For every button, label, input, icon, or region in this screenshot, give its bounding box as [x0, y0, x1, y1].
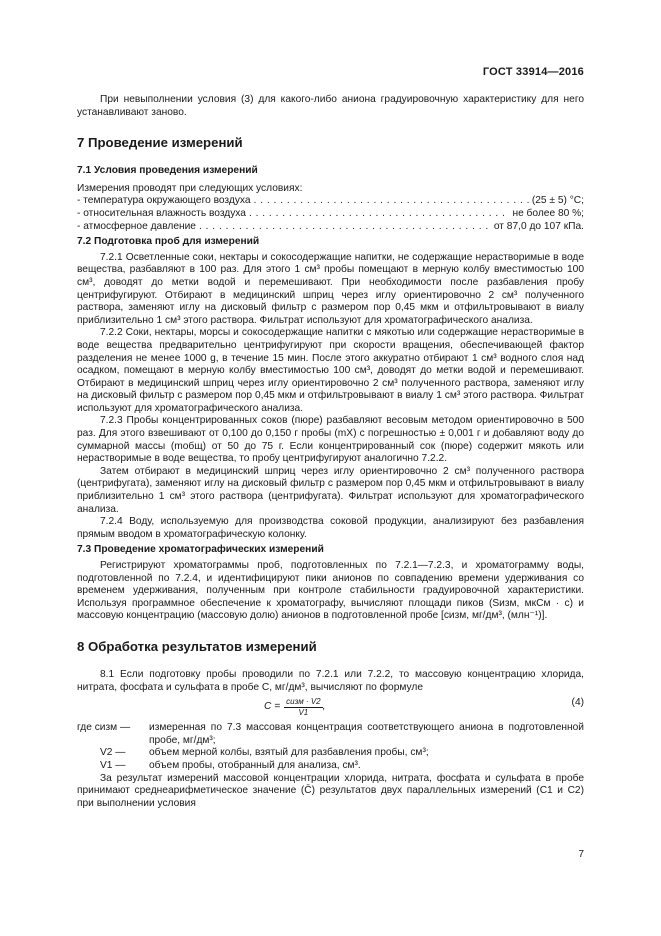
- paragraph-7-2-2: 7.2.2 Соки, нектары, морсы и сокосодержащие напитки с мякотью или содержащие нерастворимые в воде вещества предварительно центрифугируют при скорости вращения, обеспечивающей фактор разделения не менее 1000 g, в течение 15 мин. После этого аккуратно отбирают 1 см³ водного слоя над осадком, помещают в мерную колбу вместимостью 100 см³, доводят до метки водой и перемешивают. Отбирают в медицинский шприц через иглу ориентировочно 2 см³ полученного раствора, заменяют иглу на дисковый фильтр с размером пор 0,45 мкм и отфильтровывают в виалу 1 см³ этого раствора. Фильтрат используют для хроматографического анализа.: [77, 327, 584, 414]
- standard-header: ГОСТ 33914—2016: [482, 66, 584, 78]
- formula-fraction: [284, 697, 322, 718]
- paragraph-8-1: 8.1 Если подготовку пробы проводили по 7.2.1 или 7.2.2, то массовую концентрацию хлорида, нитрата, фосфата и сульфата в пробе C, мг/дм³, вычисляют по формуле: [77, 668, 584, 693]
- dot-leader: [254, 195, 529, 208]
- where-term: V2 —: [100, 747, 126, 759]
- paragraph-7-2-3-continued: Затем отбирают в медицинский шприц через иглу ориентировочно 2 см³ полученного раствора (центрифугата), заменяют иглу на дисковый фильтр с размером пор 0,45 мкм и отфильтровывают в виалу приблизительно 1 см³ этого раствора (центрифугата). Фильтрат используют для хроматографического анализа.: [77, 465, 584, 515]
- section-7-3-title: 7.3 Проведение хроматографических измерений: [77, 544, 324, 556]
- page-content: [77, 94, 584, 810]
- paragraph-7-2-3: 7.2.3 Пробы концентрированных соков (пюре) разбавляют весовым методом ориентировочно в 500 раз. Для этого взвешивают от 0,100 до 0,150 г пробы (mX) с погрешностью ± 0,001 г и добавляют воду до суммарной массы (mобщ) от 50 до 75 г. Если концентрированный сок (пюре) содержит мякоть или нерастворимые в воде вещества, то пробу центрифугируют аналогично 7.2.2.: [77, 415, 584, 465]
- paragraph-7-2-1: 7.2.1 Осветленные соки, нектары и сокосодержащие напитки, не содержащие нерастворимые в воде вещества, разбавляют в 100 раз. Для этого 1 см³ пробы помещают в мерную колбу вместимостью 100 см³, доводят до метки водой и перемешивают. При необходимости после разбавления пробу центрифугируют. Отбирают в медицинский шприц через иглу ориентировочно 2 см³ полученного раствора, заменяют иглу на дисковый фильтр с размером пор 0,45 мкм и отфильтровывают в виалу приблизительно 1 см³ этого раствора. Фильтрат используют для хроматографического анализа.: [77, 251, 584, 326]
- condition-humidity: [77, 208, 584, 221]
- section-7-2-title: 7.2 Подготовка проб для измерений: [77, 236, 260, 248]
- where-item-v1: [100, 760, 584, 773]
- where-item-v2: [100, 747, 584, 760]
- formula-expression: [264, 697, 325, 718]
- where-description: объем мерной колбы, взятый для разбавления пробы, см³;: [149, 747, 429, 759]
- formula-denominator: V1: [298, 708, 309, 718]
- condition-label: - относительная влажность воздуха: [77, 207, 246, 219]
- section-8-title: 8 Обработка результатов измерений: [77, 638, 317, 654]
- equation-number: (4): [571, 697, 584, 709]
- condition-value: не более 80 %;: [512, 207, 584, 219]
- condition-temperature: [77, 195, 584, 208]
- where-description: объем пробы, отобранный для анализа, см³.: [149, 759, 361, 771]
- page-number: 7: [578, 849, 584, 860]
- dot-leader: [249, 208, 509, 221]
- dot-leader: [199, 221, 491, 234]
- formula-numerator: cизм · V2: [286, 697, 321, 707]
- condition-value: (25 ± 5) °С;: [531, 195, 584, 207]
- paragraph-final: За результат измерений массовой концентрации хлорида, нитрата, фосфата и сульфата в пробе принимают среднеарифметическое значение (C̄) результатов двух параллельных измерений (C1 и C2) при выполнении условия: [77, 772, 584, 809]
- condition-label: - атмосферное давление: [77, 220, 196, 232]
- intro-paragraph: При невыполнении условия (3) для какого-либо аниона градуировочную характеристику для него устанавливают заново.: [77, 94, 584, 118]
- where-term: V1 —: [100, 759, 126, 771]
- paragraph-7-3: Регистрируют хроматограммы проб, подготовленных по 7.2.1—7.2.3, и хроматограмму воды, подготовленной по 7.2.4, и идентифицируют пики анионов по совпадению времени удерживания со временем удерживания, полученным при контроле стабильности градуировочной характеристики. Используя программное обеспечение к хроматографу, вычисляют площади пиков (Sизм, мкСм · с) и массовую концентрацию (массовую долю) анионов в подготовленной пробе [cизм, мг/дм³, (млн⁻¹)].: [77, 560, 584, 622]
- formula-tail: ,: [322, 701, 326, 713]
- section-7-title: 7 Проведение измерений: [77, 135, 243, 151]
- where-term: где cизм —: [77, 722, 131, 734]
- where-description: измеренная по 7.3 массовая концентрация соответствующего аниона в подготовленной пробе, мг/дм³;: [149, 722, 584, 746]
- conditions-lead: Измерения проводят при следующих условиях:: [77, 182, 303, 194]
- where-item-c-izm: [77, 722, 584, 747]
- formula-lhs: C =: [264, 701, 281, 713]
- condition-pressure: [77, 221, 584, 234]
- formula-4: [77, 694, 584, 722]
- condition-label: - температура окружающего воздуха: [77, 195, 251, 207]
- condition-value: от 87,0 до 107 кПа.: [493, 220, 584, 232]
- section-7-1-title: 7.1 Условия проведения измерений: [77, 165, 258, 177]
- paragraph-7-2-4: 7.2.4 Воду, используемую для производства соковой продукции, анализируют без разбавления прямым вводом в хроматографическую колонку.: [77, 516, 584, 540]
